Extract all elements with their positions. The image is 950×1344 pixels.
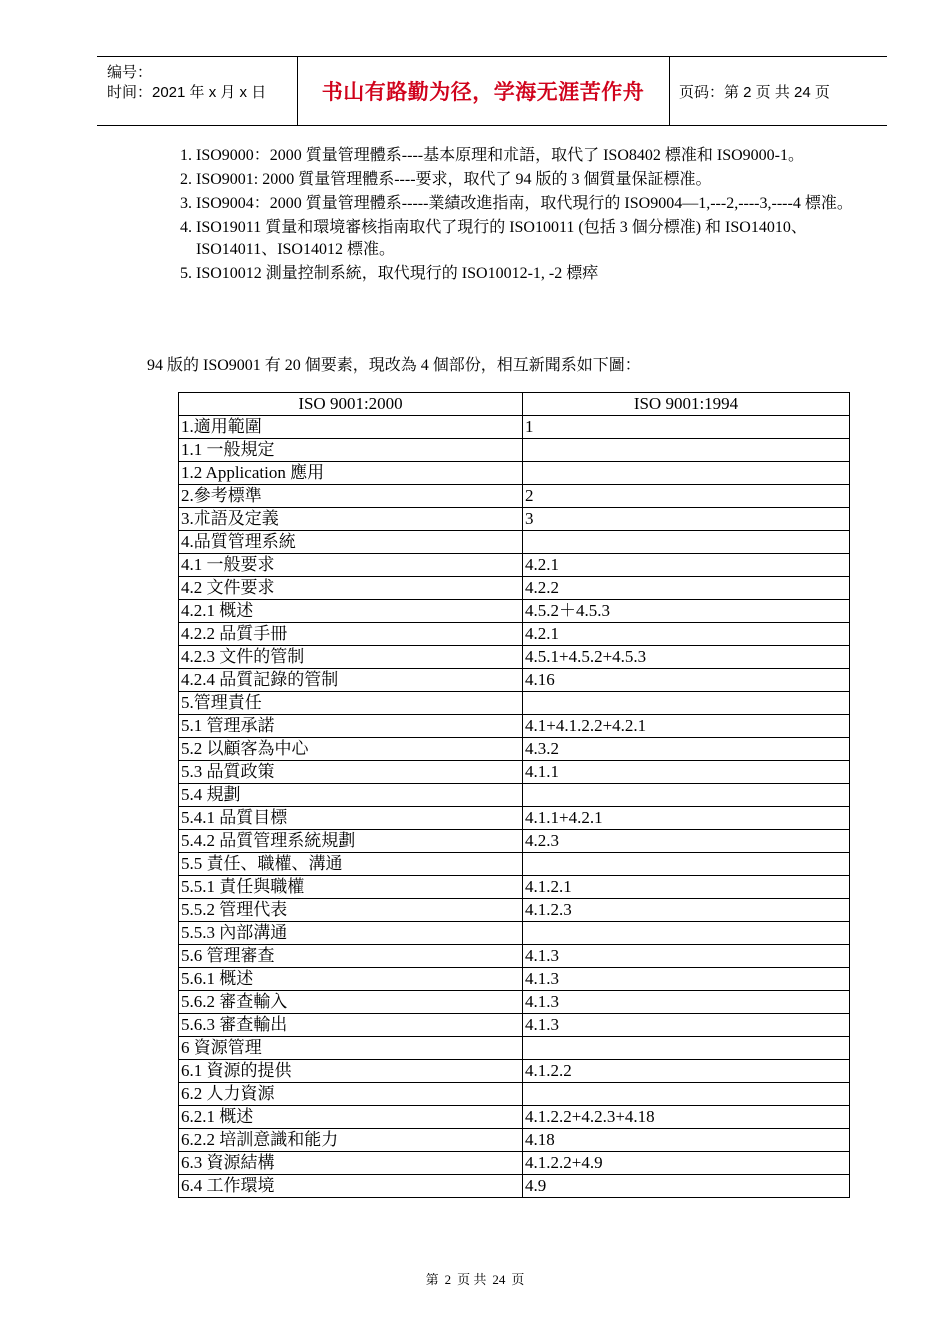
- table-row: [179, 623, 850, 646]
- clause-1994-cell: [523, 853, 850, 876]
- list-item: 2. ISO9001: 2000 質量管理體系----要求，取代了 94 版的 3 個質量保証標准。: [196, 169, 872, 191]
- header-motto-cell: [297, 57, 670, 125]
- clause-1994-cell: 4.1.3: [523, 1014, 850, 1037]
- clause-1994-cell: [523, 531, 850, 554]
- table-row: [179, 922, 850, 945]
- clause-1994-cell: 2: [523, 485, 850, 508]
- table-row: [179, 692, 850, 715]
- table-row: [179, 1014, 850, 1037]
- document-number-label: 编号：: [107, 64, 153, 81]
- clause-1994-cell: [523, 692, 850, 715]
- clause-1994-cell: 4.2.3: [523, 830, 850, 853]
- clause-2000-cell: 6.2 人力資源: [179, 1083, 523, 1106]
- table-row: [179, 577, 850, 600]
- clause-1994-cell: 4.1+4.1.2.2+4.2.1: [523, 715, 850, 738]
- clause-2000-cell: 5.3 品質政策: [179, 761, 523, 784]
- clause-2000-cell: 5.4.1 品質目標: [179, 807, 523, 830]
- clause-1994-cell: [523, 1037, 850, 1060]
- clause-2000-cell: 4.2.1 概述: [179, 600, 523, 623]
- table-row: [179, 669, 850, 692]
- list-item: 1. ISO9000：2000 質量管理體系----基本原理和朮語，取代了 ISO8402 標准和 ISO9000-1。: [196, 145, 872, 167]
- clause-1994-cell: 4.1.2.2+4.9: [523, 1152, 850, 1175]
- clause-1994-cell: [523, 1083, 850, 1106]
- clause-2000-cell: 6.2.2 培訓意識和能力: [179, 1129, 523, 1152]
- column-header-1994: ISO 9001:1994: [523, 393, 850, 416]
- table-row: [179, 1129, 850, 1152]
- clause-2000-cell: 5.4 規劃: [179, 784, 523, 807]
- clause-1994-cell: 4.1.2.2: [523, 1060, 850, 1083]
- clause-2000-cell: 6 資源管理: [179, 1037, 523, 1060]
- header-motto: 书山有路勤为径，学海无涯苦作舟: [321, 80, 645, 104]
- clause-2000-cell: 4.2.4 品質記錄的管制: [179, 669, 523, 692]
- clause-1994-cell: 4.1.2.1: [523, 876, 850, 899]
- header-page-info: 页码：第 2 页 共 24 页: [679, 83, 830, 101]
- table-row: [179, 439, 850, 462]
- clause-1994-cell: 4.2.1: [523, 554, 850, 577]
- table-row: [179, 853, 850, 876]
- page-footer: [0, 1269, 950, 1288]
- clause-1994-cell: 4.16: [523, 669, 850, 692]
- table-header-row: [179, 393, 850, 416]
- iso-comparison-table: [178, 392, 850, 1198]
- clause-1994-cell: 4.1.2.3: [523, 899, 850, 922]
- clause-2000-cell: 5.6.2 審查輸入: [179, 991, 523, 1014]
- clause-2000-cell: 5.5.2 管理代表: [179, 899, 523, 922]
- clause-2000-cell: 4.2 文件要求: [179, 577, 523, 600]
- table-row: [179, 462, 850, 485]
- clause-1994-cell: 4.5.2＋4.5.3: [523, 600, 850, 623]
- clause-2000-cell: 6.1 資源的提供: [179, 1060, 523, 1083]
- list-item: 5. ISO10012 測量控制系統，取代現行的 ISO10012-1, -2 標瘁: [196, 263, 872, 285]
- table-row: [179, 531, 850, 554]
- table-row: [179, 807, 850, 830]
- clause-1994-cell: 4.9: [523, 1175, 850, 1198]
- clause-1994-cell: 4.1.1+4.2.1: [523, 807, 850, 830]
- clause-1994-cell: 4.1.1: [523, 761, 850, 784]
- table-row: [179, 761, 850, 784]
- footer-middle: 页 共: [457, 1272, 487, 1287]
- standards-list: [160, 145, 872, 287]
- clause-1994-cell: [523, 439, 850, 462]
- column-header-2000: ISO 9001:2000: [179, 393, 523, 416]
- table-row: [179, 1106, 850, 1129]
- table-row: [179, 646, 850, 669]
- table-row: [179, 1037, 850, 1060]
- clause-1994-cell: [523, 784, 850, 807]
- table-row: [179, 554, 850, 577]
- header-page-cell: [669, 57, 887, 125]
- table-row: [179, 738, 850, 761]
- table-row: [179, 830, 850, 853]
- table-row: [179, 715, 850, 738]
- clause-1994-cell: 1: [523, 416, 850, 439]
- table-row: [179, 899, 850, 922]
- table-row: [179, 485, 850, 508]
- clause-2000-cell: 5.5.1 責任與職權: [179, 876, 523, 899]
- clause-2000-cell: 2.參考標準: [179, 485, 523, 508]
- clause-2000-cell: 6.3 資源結構: [179, 1152, 523, 1175]
- table-row: [179, 968, 850, 991]
- clause-2000-cell: 5.1 管理承諾: [179, 715, 523, 738]
- clause-1994-cell: 4.5.1+4.5.2+4.5.3: [523, 646, 850, 669]
- clause-1994-cell: 4.1.3: [523, 968, 850, 991]
- footer-total-pages: 24: [492, 1272, 506, 1287]
- table-row: [179, 1175, 850, 1198]
- clause-1994-cell: [523, 462, 850, 485]
- clause-2000-cell: 5.6 管理審查: [179, 945, 523, 968]
- clause-2000-cell: 3.朮語及定義: [179, 508, 523, 531]
- clause-2000-cell: 4.1 一般要求: [179, 554, 523, 577]
- footer-prefix: 第: [425, 1272, 439, 1287]
- table-row: [179, 508, 850, 531]
- clause-1994-cell: 4.1.3: [523, 991, 850, 1014]
- table-row: [179, 784, 850, 807]
- footer-page-number: 2: [444, 1272, 452, 1287]
- clause-2000-cell: 6.4 工作環境: [179, 1175, 523, 1198]
- list-item: 4. ISO19011 質量和環境審核指南取代了現行的 ISO10011 (包括 3 個分標准) 和 ISO14010、ISO14011、ISO14012 標准。: [196, 217, 872, 261]
- list-item: 3. ISO9004：2000 質量管理體系-----業績改進指南，取代現行的 ISO9004—1,---2,----3,----4 標准。: [196, 193, 872, 215]
- table-row: [179, 945, 850, 968]
- clause-1994-cell: 4.1.3: [523, 945, 850, 968]
- table-row: [179, 876, 850, 899]
- clause-1994-cell: 4.2.2: [523, 577, 850, 600]
- clause-2000-cell: 5.5.3 內部溝通: [179, 922, 523, 945]
- clause-1994-cell: [523, 922, 850, 945]
- clause-1994-cell: 3: [523, 508, 850, 531]
- clause-2000-cell: 5.6.1 概述: [179, 968, 523, 991]
- clause-2000-cell: 5.管理責任: [179, 692, 523, 715]
- table-row: [179, 600, 850, 623]
- table-row: [179, 1060, 850, 1083]
- clause-2000-cell: 6.2.1 概述: [179, 1106, 523, 1129]
- header-meta: [97, 57, 298, 125]
- clause-2000-cell: 4.2.2 品質手冊: [179, 623, 523, 646]
- clause-1994-cell: 4.18: [523, 1129, 850, 1152]
- clause-2000-cell: 4.品質管理系統: [179, 531, 523, 554]
- table-body: [179, 416, 850, 1198]
- table-row: [179, 991, 850, 1014]
- clause-2000-cell: 5.5 責任、職權、溝通: [179, 853, 523, 876]
- table-row: [179, 416, 850, 439]
- document-time-label: 时间：2021 年 x 月 x 日: [107, 84, 267, 101]
- clause-2000-cell: 5.4.2 品質管理系統規劃: [179, 830, 523, 853]
- intro-paragraph: 94 版的 ISO9001 有 20 個要素，現改為 4 個部份，相互新聞系如下圖：: [147, 357, 641, 374]
- page-header: [97, 56, 887, 126]
- clause-2000-cell: 1.2 Application 應用: [179, 462, 523, 485]
- footer-suffix: 页: [511, 1272, 525, 1287]
- clause-2000-cell: 5.6.3 審查輸出: [179, 1014, 523, 1037]
- clause-1994-cell: 4.2.1: [523, 623, 850, 646]
- clause-1994-cell: 4.3.2: [523, 738, 850, 761]
- table-row: [179, 1083, 850, 1106]
- clause-1994-cell: 4.1.2.2+4.2.3+4.18: [523, 1106, 850, 1129]
- clause-2000-cell: 4.2.3 文件的管制: [179, 646, 523, 669]
- clause-2000-cell: 1.1 一般規定: [179, 439, 523, 462]
- clause-2000-cell: 1.適用範圍: [179, 416, 523, 439]
- table-row: [179, 1152, 850, 1175]
- clause-2000-cell: 5.2 以顧客為中心: [179, 738, 523, 761]
